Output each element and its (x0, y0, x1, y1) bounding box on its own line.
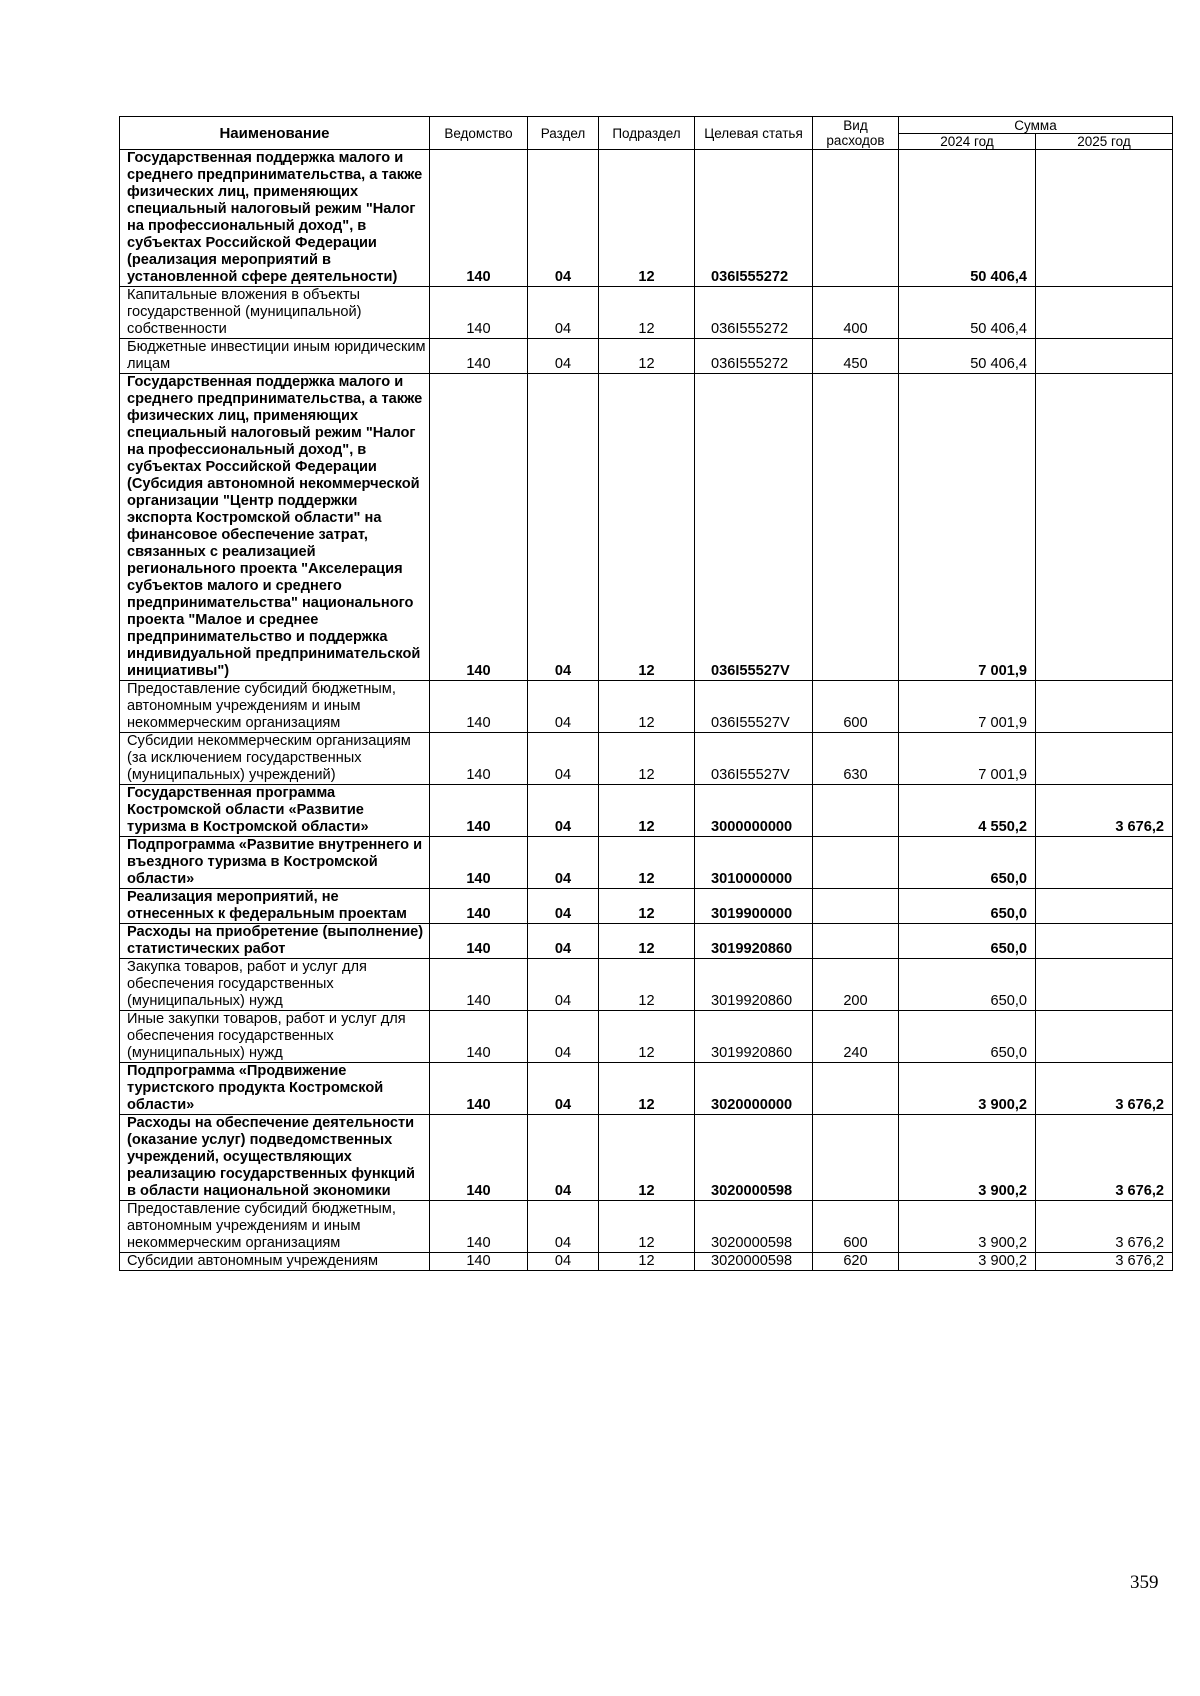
cell-sum-2024: 3 900,2 (899, 1063, 1036, 1115)
table-row (120, 959, 1173, 1011)
header-section: Раздел (528, 117, 599, 150)
cell-section: 04 (528, 150, 599, 287)
table-row (120, 785, 1173, 837)
table-row (120, 924, 1173, 959)
cell-section: 04 (528, 1011, 599, 1063)
cell-expense-type (813, 374, 899, 681)
cell-expense-type: 200 (813, 959, 899, 1011)
cell-sum-2024: 7 001,9 (899, 374, 1036, 681)
cell-department: 140 (430, 785, 528, 837)
cell-expense-type (813, 889, 899, 924)
cell-department: 140 (430, 924, 528, 959)
cell-subsection: 12 (599, 889, 695, 924)
cell-name: Реализация мероприятий, не отнесенных к федеральным проектам (120, 889, 430, 924)
cell-sum-2024: 650,0 (899, 959, 1036, 1011)
cell-sum-2024: 650,0 (899, 1011, 1036, 1063)
cell-expense-type (813, 837, 899, 889)
cell-sum-2024: 650,0 (899, 837, 1036, 889)
cell-section: 04 (528, 681, 599, 733)
table-body (120, 150, 1173, 1271)
table-row (120, 837, 1173, 889)
cell-target-article: 036I555272 (695, 339, 813, 374)
cell-target-article: 3020000598 (695, 1253, 813, 1271)
cell-expense-type (813, 150, 899, 287)
cell-name: Подпрограмма «Развитие внутреннего и въездного туризма в Костромской области» (120, 837, 430, 889)
cell-department: 140 (430, 1011, 528, 1063)
cell-target-article: 036I55527V (695, 681, 813, 733)
cell-subsection: 12 (599, 785, 695, 837)
cell-target-article: 3000000000 (695, 785, 813, 837)
cell-expense-type (813, 1115, 899, 1201)
cell-section: 04 (528, 733, 599, 785)
table-row (120, 889, 1173, 924)
cell-sum-2024: 3 900,2 (899, 1253, 1036, 1271)
cell-sum-2025 (1036, 889, 1173, 924)
table-row (120, 374, 1173, 681)
cell-expense-type: 600 (813, 681, 899, 733)
cell-sum-2025 (1036, 681, 1173, 733)
cell-sum-2024: 7 001,9 (899, 733, 1036, 785)
table-row (120, 1253, 1173, 1271)
cell-department: 140 (430, 287, 528, 339)
cell-subsection: 12 (599, 733, 695, 785)
cell-target-article: 3019900000 (695, 889, 813, 924)
cell-subsection: 12 (599, 837, 695, 889)
table-row (120, 339, 1173, 374)
cell-department: 140 (430, 889, 528, 924)
header-department: Ведомство (430, 117, 528, 150)
budget-table (119, 116, 1173, 1271)
cell-name: Расходы на приобретение (выполнение) статистических работ (120, 924, 430, 959)
cell-subsection: 12 (599, 681, 695, 733)
cell-target-article: 036I55527V (695, 733, 813, 785)
table-row (120, 1011, 1173, 1063)
cell-sum-2025: 3 676,2 (1036, 785, 1173, 837)
cell-section: 04 (528, 785, 599, 837)
cell-name: Бюджетные инвестиции иным юридическим лицам (120, 339, 430, 374)
cell-section: 04 (528, 959, 599, 1011)
cell-section: 04 (528, 837, 599, 889)
cell-subsection: 12 (599, 1063, 695, 1115)
cell-subsection: 12 (599, 150, 695, 287)
cell-sum-2025: 3 676,2 (1036, 1253, 1173, 1271)
cell-sum-2024: 50 406,4 (899, 339, 1036, 374)
cell-subsection: 12 (599, 1201, 695, 1253)
cell-sum-2025 (1036, 374, 1173, 681)
cell-name: Субсидии автономным учреждениям (120, 1253, 430, 1271)
cell-section: 04 (528, 924, 599, 959)
cell-section: 04 (528, 1253, 599, 1271)
cell-target-article: 036I55527V (695, 374, 813, 681)
cell-name: Предоставление субсидий бюджетным, автономным учреждениям и иным некоммерческим организациям (120, 681, 430, 733)
cell-name: Государственная поддержка малого и среднего предпринимательства, а также физических лиц, применяющих специальный налоговый режим "Налог на профессиональный доход", в субъектах Российской Федерации (Субсидия автономной некоммерческой организации "Центр поддержки экспорта Костромской области" на финансовое обеспечение затрат, связанных с реализацией регионального проекта "Акселерация субъектов малого и среднего предпринимательства" национального проекта "Малое и среднее предпринимательство и поддержка индивидуальной предпринимательской инициативы") (120, 374, 430, 681)
cell-sum-2025 (1036, 733, 1173, 785)
table-row (120, 1201, 1173, 1253)
table-header (120, 117, 1173, 150)
table-row (120, 733, 1173, 785)
cell-department: 140 (430, 339, 528, 374)
cell-sum-2024: 50 406,4 (899, 150, 1036, 287)
cell-department: 140 (430, 681, 528, 733)
cell-subsection: 12 (599, 959, 695, 1011)
cell-department: 140 (430, 1253, 528, 1271)
budget-table-sheet (119, 116, 1172, 1271)
cell-subsection: 12 (599, 924, 695, 959)
cell-department: 140 (430, 733, 528, 785)
cell-target-article: 036I555272 (695, 150, 813, 287)
cell-sum-2024: 50 406,4 (899, 287, 1036, 339)
cell-sum-2024: 7 001,9 (899, 681, 1036, 733)
cell-name: Подпрограмма «Продвижение туристского продукта Костромской области» (120, 1063, 430, 1115)
cell-name: Закупка товаров, работ и услуг для обеспечения государственных (муниципальных) нужд (120, 959, 430, 1011)
table-row (120, 1115, 1173, 1201)
cell-department: 140 (430, 1063, 528, 1115)
cell-expense-type: 600 (813, 1201, 899, 1253)
table-row (120, 150, 1173, 287)
header-target-article: Целевая статья (695, 117, 813, 150)
header-expense-type: Вид расходов (813, 117, 899, 150)
cell-section: 04 (528, 1201, 599, 1253)
cell-subsection: 12 (599, 1115, 695, 1201)
cell-section: 04 (528, 339, 599, 374)
cell-expense-type: 630 (813, 733, 899, 785)
cell-sum-2025 (1036, 339, 1173, 374)
cell-name: Предоставление субсидий бюджетным, автономным учреждениям и иным некоммерческим организациям (120, 1201, 430, 1253)
cell-sum-2025 (1036, 837, 1173, 889)
cell-department: 140 (430, 150, 528, 287)
cell-name: Государственная поддержка малого и среднего предпринимательства, а также физических лиц, применяющих специальный налоговый режим "Налог на профессиональный доход", в субъектах Российской Федерации (реализация мероприятий в установленной сфере деятельности) (120, 150, 430, 287)
cell-sum-2024: 3 900,2 (899, 1201, 1036, 1253)
cell-expense-type (813, 1063, 899, 1115)
cell-target-article: 3020000000 (695, 1063, 813, 1115)
cell-department: 140 (430, 1201, 528, 1253)
cell-expense-type: 450 (813, 339, 899, 374)
cell-expense-type (813, 785, 899, 837)
cell-sum-2025 (1036, 287, 1173, 339)
cell-sum-2025: 3 676,2 (1036, 1063, 1173, 1115)
cell-subsection: 12 (599, 287, 695, 339)
cell-sum-2025 (1036, 1011, 1173, 1063)
page-number: 359 (1130, 1572, 1159, 1593)
header-year-2025: 2025 год (1036, 134, 1173, 150)
cell-sum-2024: 650,0 (899, 924, 1036, 959)
cell-sum-2025 (1036, 959, 1173, 1011)
cell-sum-2025: 3 676,2 (1036, 1115, 1173, 1201)
cell-target-article: 3019920860 (695, 924, 813, 959)
cell-target-article: 3020000598 (695, 1115, 813, 1201)
cell-section: 04 (528, 1115, 599, 1201)
cell-subsection: 12 (599, 374, 695, 681)
cell-sum-2024: 650,0 (899, 889, 1036, 924)
header-year-2024: 2024 год (899, 134, 1036, 150)
cell-section: 04 (528, 287, 599, 339)
cell-sum-2024: 3 900,2 (899, 1115, 1036, 1201)
table-row (120, 287, 1173, 339)
cell-department: 140 (430, 837, 528, 889)
cell-expense-type: 240 (813, 1011, 899, 1063)
cell-sum-2025 (1036, 150, 1173, 287)
cell-target-article: 3010000000 (695, 837, 813, 889)
cell-target-article: 3019920860 (695, 959, 813, 1011)
cell-department: 140 (430, 959, 528, 1011)
cell-subsection: 12 (599, 1011, 695, 1063)
cell-department: 140 (430, 374, 528, 681)
header-sum: Сумма (899, 117, 1173, 134)
cell-section: 04 (528, 374, 599, 681)
cell-section: 04 (528, 889, 599, 924)
cell-target-article: 3020000598 (695, 1201, 813, 1253)
cell-department: 140 (430, 1115, 528, 1201)
cell-expense-type: 620 (813, 1253, 899, 1271)
cell-name: Расходы на обеспечение деятельности (оказание услуг) подведомственных учреждений, осуществляющих реализацию государственных функций в области национальной экономики (120, 1115, 430, 1201)
cell-target-article: 3019920860 (695, 1011, 813, 1063)
cell-section: 04 (528, 1063, 599, 1115)
cell-expense-type: 400 (813, 287, 899, 339)
cell-sum-2024: 4 550,2 (899, 785, 1036, 837)
cell-target-article: 036I555272 (695, 287, 813, 339)
header-name: Наименование (120, 117, 430, 150)
table-row (120, 1063, 1173, 1115)
cell-sum-2025: 3 676,2 (1036, 1201, 1173, 1253)
header-subsection: Подраздел (599, 117, 695, 150)
cell-name: Государственная программа Костромской области «Развитие туризма в Костромской области» (120, 785, 430, 837)
table-row (120, 681, 1173, 733)
cell-sum-2025 (1036, 924, 1173, 959)
cell-name: Субсидии некоммерческим организациям (за исключением государственных (муниципальных) учреждений) (120, 733, 430, 785)
cell-name: Капитальные вложения в объекты государственной (муниципальной) собственности (120, 287, 430, 339)
cell-subsection: 12 (599, 339, 695, 374)
cell-name: Иные закупки товаров, работ и услуг для обеспечения государственных (муниципальных) нужд (120, 1011, 430, 1063)
cell-subsection: 12 (599, 1253, 695, 1271)
cell-expense-type (813, 924, 899, 959)
